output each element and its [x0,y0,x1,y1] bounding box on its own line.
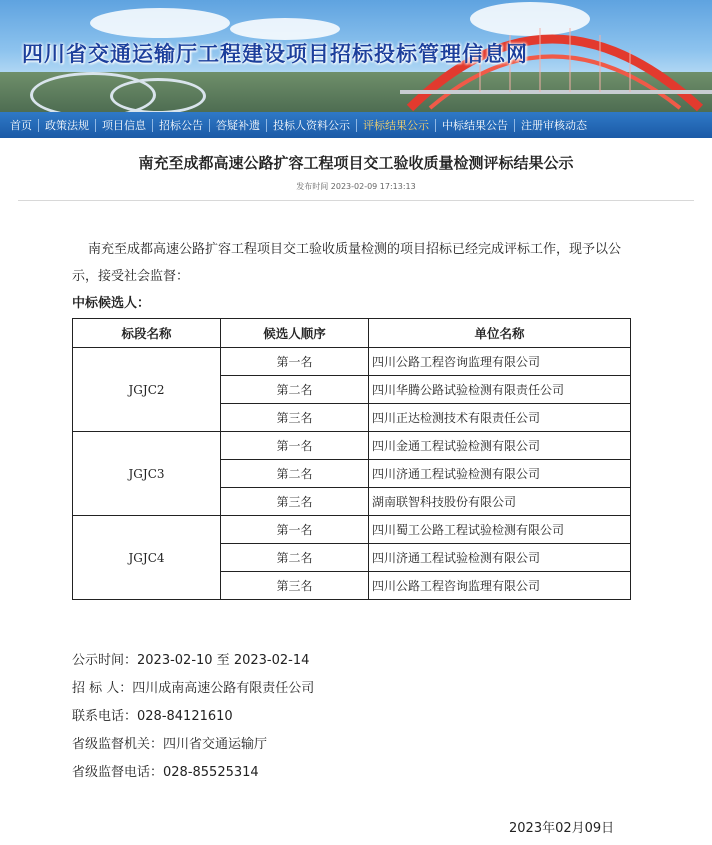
supervisor: 省级监督机关：四川省交通运输厅 [72,737,268,752]
article-title: 南充至成都高速公路扩容工程项目交工验收质量检测评标结果公示 [138,154,574,172]
nav-item[interactable]: 招标公告 [159,119,203,132]
section-name: JGJC3 [73,432,221,516]
nav-item[interactable]: 答疑补遗 [216,119,260,132]
candidate-rank: 第一名 [221,432,369,460]
table-row [73,348,631,376]
banner-road-interchange [110,78,206,112]
company-name: 四川济通工程试验检测有限公司 [369,544,631,572]
banner-cloud [230,18,340,40]
tenderer: 招 标 人：四川成南高速公路有限责任公司 [72,681,315,696]
table-row [73,516,631,544]
results-table [72,318,631,600]
publicity-period: 公示时间：2023-02-10 至 2023-02-14 [72,653,310,668]
candidate-rank: 第二名 [221,544,369,572]
banner-cloud [90,8,230,38]
header-company: 单位名称 [369,319,631,348]
nav-item[interactable]: 评标结果公示 [363,119,429,132]
company-name: 四川公路工程咨询监理有限公司 [369,572,631,600]
candidate-rank: 第三名 [221,488,369,516]
publish-time: 发布时间 2023-02-09 17:13:13 [296,182,416,191]
site-banner [0,0,712,112]
nav-item[interactable]: 中标结果公告 [442,119,508,132]
main-nav [0,112,712,138]
company-name: 湖南联智科技股份有限公司 [369,488,631,516]
company-name: 四川华腾公路试验检测有限责任公司 [369,376,631,404]
nav-item[interactable]: 政策法规 [45,119,89,132]
header-section: 标段名称 [73,319,221,348]
table-header-row [73,319,631,348]
nav-item[interactable]: 注册审核动态 [521,119,587,132]
company-name: 四川正达检测技术有限责任公司 [369,404,631,432]
candidate-rank: 第二名 [221,376,369,404]
contact-phone: 联系电话：028-84121610 [72,709,233,724]
candidates-label: 中标候选人： [72,296,151,311]
nav-item[interactable]: 项目信息 [102,119,146,132]
section-name: JGJC4 [73,516,221,600]
company-name: 四川蜀工公路工程试验检测有限公司 [369,516,631,544]
header-rank: 候选人顺序 [221,319,369,348]
nav-item[interactable]: 投标人资料公示 [273,119,350,132]
candidate-rank: 第一名 [221,516,369,544]
company-name: 四川济通工程试验检测有限公司 [369,460,631,488]
table-row [73,432,631,460]
divider [18,200,694,201]
company-name: 四川公路工程咨询监理有限公司 [369,348,631,376]
article-intro: 南充至成都高速公路扩容工程项目交工验收质量检测的项目招标已经完成评标工作，现予以公示，接受社会监督： [72,242,622,284]
section-name: JGJC2 [73,348,221,432]
candidate-rank: 第一名 [221,348,369,376]
supervisor-phone: 省级监督电话：028-85525314 [72,765,259,780]
sign-date: 2023年02月09日 [509,821,615,836]
candidate-rank: 第二名 [221,460,369,488]
candidate-rank: 第三名 [221,572,369,600]
candidate-rank: 第三名 [221,404,369,432]
company-name: 四川金通工程试验检测有限公司 [369,432,631,460]
site-title: 四川省交通运输厅工程建设项目招标投标管理信息网 [22,42,528,66]
nav-item[interactable]: 首页 [10,119,32,132]
